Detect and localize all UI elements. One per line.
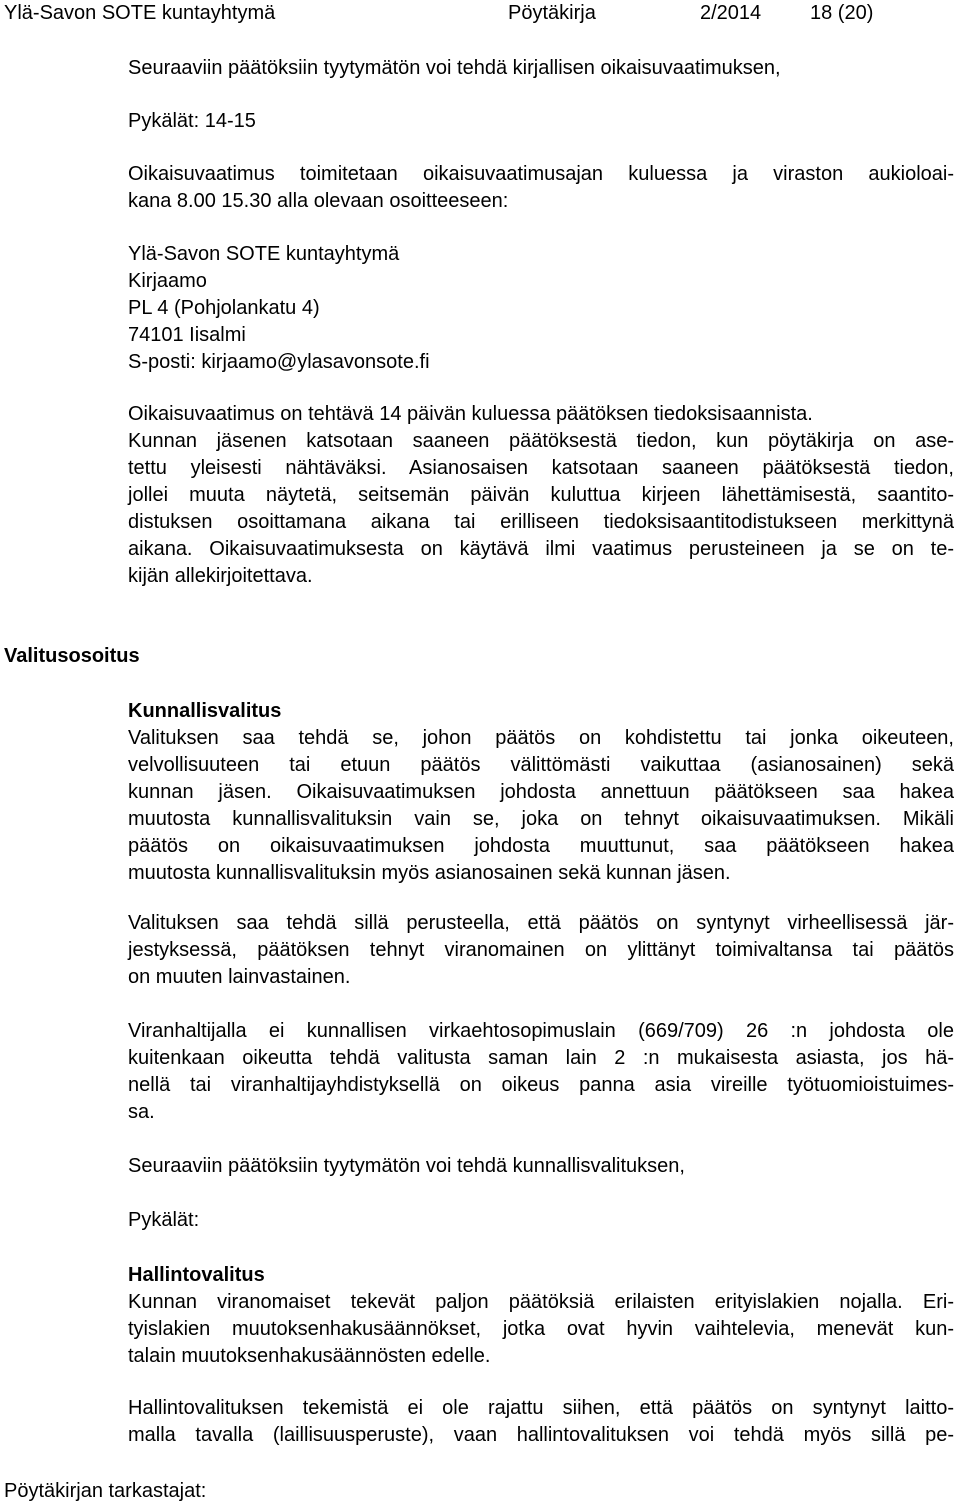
header-document-number: 2/2014 (700, 2, 762, 24)
header-page-number: 18 (20) (810, 2, 874, 24)
paragraph-line: Valituksen saa tehdä se, johon päätös on kohdistettu tai jonka oikeuteen, (128, 727, 954, 749)
oikaisu-deadline-paragraph (128, 401, 954, 590)
paragraph-line: distuksen osoittamana aikana tai erilliseen tiedoksisaantitodistukseen merkittynä (128, 511, 954, 533)
paragraph-line: Valituksen saa tehdä sillä perusteella, että päätös on syntynyt virheellisessä jär- (128, 912, 954, 934)
header-document-type: Pöytäkirja (508, 2, 596, 24)
paragraph-line: kijän allekirjoitettava. (128, 565, 313, 587)
paragraph-line: nellä tai viranhaltijayhdistyksellä on oikeus panna asia vireille työtuomioistuimes- (128, 1074, 954, 1096)
address-line: PL 4 (Pohjolankatu 4) (128, 297, 320, 319)
paragraph-line: talain muutoksenhakusäännösten edelle. (128, 1345, 491, 1367)
kunnallis-intro: Seuraaviin päätöksiin tyytymätön voi tehdä kunnallisvalituksen, (128, 1155, 685, 1177)
paragraph-line: aikana. Oikaisuvaatimuksesta on käytävä ilmi vaatimus perusteineen ja se on te- (128, 538, 954, 560)
kunnallis-paragraph-1 (128, 725, 954, 887)
oikaisu-sections: Pykälät: 14-15 (128, 110, 256, 132)
page-header (0, 0, 960, 27)
footer-reviewers-label: Pöytäkirjan tarkastajat: (4, 1480, 207, 1502)
paragraph-line: muutosta kunnallisvalituksin vain se, joka on tehnyt oikaisuvaatimuksen. Mikäli (128, 808, 954, 830)
paragraph-line: kuitenkaan oikeutta tehdä valitusta saman lain 2 :n mukaisesta asiasta, jos hä- (128, 1047, 954, 1069)
oikaisu-delivery-paragraph (128, 161, 954, 215)
section-heading-valitusosoitus: Valitusosoitus (4, 645, 140, 667)
paragraph-line: malla tavalla (laillisuusperuste), vaan hallintovalituksen voi tehdä myös sillä pe- (128, 1424, 954, 1446)
paragraph-line: Kunnan jäsenen katsotaan saaneen päätöksestä tiedon, kun pöytäkirja on ase- (128, 430, 954, 452)
paragraph-line: Oikaisuvaatimus on tehtävä 14 päivän kuluessa päätöksen tiedoksisaannista. (128, 403, 813, 425)
address-email: S-posti: kirjaamo@ylasavonsote.fi (128, 351, 430, 373)
paragraph-line: Hallintovalituksen tekemistä ei ole rajattu siihen, että päätös on syntynyt laitto- (128, 1397, 954, 1419)
kunnallis-sections: Pykälät: (128, 1209, 200, 1231)
paragraph-line: on muuten lainvastainen. (128, 966, 351, 988)
paragraph-line: tyislakien muutoksenhakusäännökset, jotka ovat hyvin vaihtelevia, menevät kun- (128, 1318, 954, 1340)
kunnallis-paragraph-3 (128, 1018, 954, 1126)
address-line: 74101 Iisalmi (128, 324, 246, 346)
paragraph-line: velvollisuuteen tai etuun päätös välittömästi vaikuttaa (asianosainen) sekä (128, 754, 954, 776)
paragraph-line: kunnan jäsen. Oikaisuvaatimuksen johdosta annettuun päätökseen saa hakea (128, 781, 954, 803)
address-block (128, 241, 954, 376)
hallinto-paragraph-2 (128, 1395, 954, 1449)
paragraph-line: jestyksessä, päätöksen tehnyt viranomainen on ylittänyt toimivaltansa tai päätös (128, 939, 954, 961)
address-line: Ylä-Savon SOTE kuntayhtymä (128, 243, 400, 265)
hallinto-paragraph-1 (128, 1289, 954, 1370)
kunnallis-paragraph-2 (128, 910, 954, 991)
paragraph-line: Viranhaltijalla ei kunnallisen virkaehtosopimuslain (669/709) 26 :n johdosta ole (128, 1020, 954, 1042)
paragraph-line: tettu yleisesti nähtäväksi. Asianosaisen katsotaan saaneen päätöksestä tiedon, (128, 457, 954, 479)
heading-kunnallisvalitus: Kunnallisvalitus (128, 700, 282, 722)
paragraph-line: jollei muuta näytetä, seitsemän päivän kuluttua kirjeen lähettämisestä, saantito- (128, 484, 954, 506)
header-organization: Ylä-Savon SOTE kuntayhtymä (4, 2, 276, 24)
address-line: Kirjaamo (128, 270, 207, 292)
paragraph-line: Kunnan viranomaiset tekevät paljon päätöksiä erilaisten erityislakien nojalla. Eri- (128, 1291, 954, 1313)
paragraph-line: Oikaisuvaatimus toimitetaan oikaisuvaatimusajan kuluessa ja viraston aukioloai- (128, 163, 954, 185)
paragraph-line: sa. (128, 1101, 155, 1123)
paragraph-line: muutosta kunnallisvalituksin myös asianosainen sekä kunnan jäsen. (128, 862, 731, 884)
paragraph-line: päätös on oikaisuvaatimuksen johdosta muuttunut, saa päätökseen hakea (128, 835, 954, 857)
oikaisu-intro: Seuraaviin päätöksiin tyytymätön voi tehdä kirjallisen oikaisuvaatimuksen, (128, 57, 781, 79)
paragraph-line: kana 8.00 15.30 alla olevaan osoitteeseen: (128, 190, 509, 212)
heading-hallintovalitus: Hallintovalitus (128, 1264, 265, 1286)
